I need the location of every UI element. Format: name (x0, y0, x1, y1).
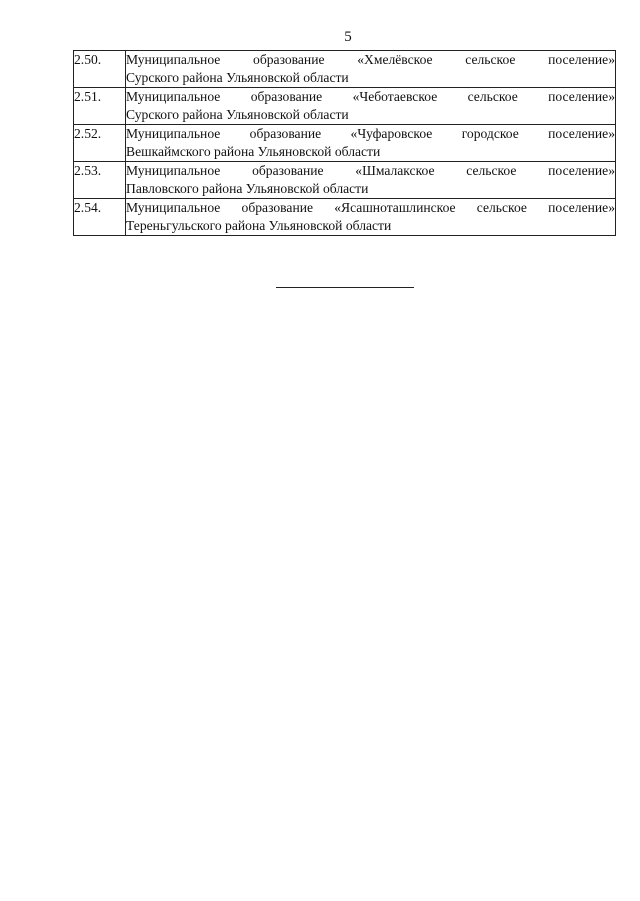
row-description (126, 162, 616, 199)
row-number: 2.52. (74, 125, 126, 162)
table-row (74, 199, 616, 236)
municipalities-table (73, 50, 616, 236)
row-description-line1: Муниципальное образование «Хмелёвское сельское поселение» (126, 52, 615, 67)
row-description (126, 51, 616, 88)
row-description-line2: Сурского района Ульяновской области (126, 70, 349, 85)
page-number: 5 (344, 29, 352, 45)
row-description-line2: Вешкаймского района Ульяновской области (126, 144, 381, 159)
row-description-line1: Муниципальное образование «Чуфаровское городское поселение» (126, 126, 615, 141)
table-row (74, 51, 616, 88)
row-number: 2.51. (74, 88, 126, 125)
table-row (74, 162, 616, 199)
row-number: 2.53. (74, 162, 126, 199)
row-description (126, 125, 616, 162)
closing-rule (276, 287, 414, 288)
table-row (74, 125, 616, 162)
row-description (126, 88, 616, 125)
row-description-line1: Муниципальное образование «Шмалакское сельское поселение» (126, 163, 615, 178)
row-description-line2: Павловского района Ульяновской области (126, 181, 369, 196)
table-row (74, 88, 616, 125)
row-description-line2: Тереньгульского района Ульяновской области (126, 218, 392, 233)
row-description-line1: Муниципальное образование «Чеботаевское сельское поселение» (126, 89, 615, 104)
row-number: 2.50. (74, 51, 126, 88)
row-description-line1: Муниципальное образование «Ясашноташлинское сельское поселение» (126, 200, 615, 215)
row-number: 2.54. (74, 199, 126, 236)
row-description (126, 199, 616, 236)
row-description-line2: Сурского района Ульяновской области (126, 107, 349, 122)
